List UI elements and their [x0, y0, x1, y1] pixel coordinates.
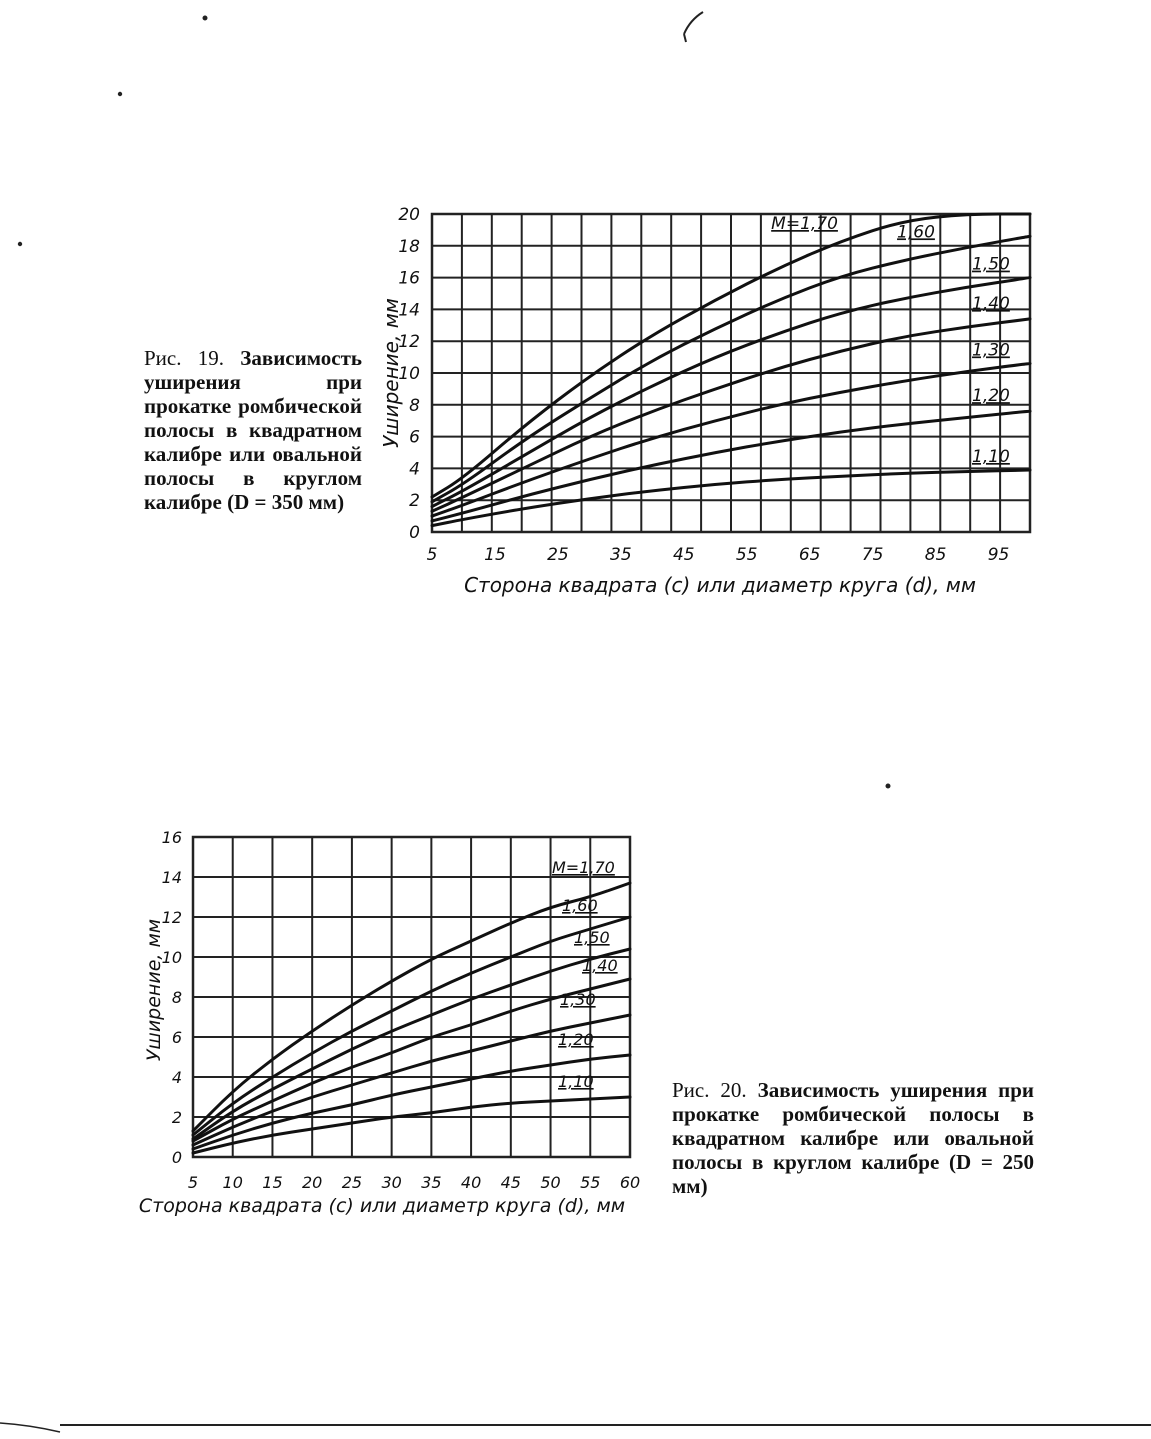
fig20-series-label: 1,10 [558, 1072, 594, 1091]
caption-fig20-number: Рис. 20. [672, 1078, 747, 1102]
fig19-series-label: M=1,70 [771, 214, 838, 235]
fig20-x-tick-label: 25 [341, 1173, 363, 1192]
fig19-x-tick-label: 15 [484, 545, 506, 565]
fig19-y-tick-label: 2 [409, 491, 420, 512]
fig20-x-axis-label: Сторона квадрата (c) или диаметр круга (d), мм [138, 1195, 626, 1217]
caption-fig19-number: Рис. 19. [144, 346, 225, 370]
fig20-x-tick-label: 50 [540, 1173, 561, 1192]
fig19-x-tick-label: 85 [924, 545, 947, 565]
fig19-y-tick-label: 10 [398, 364, 420, 384]
fig20-x-tick-label: 55 [580, 1173, 601, 1192]
caption-fig20 [672, 1078, 1034, 1198]
chart-fig19 [379, 205, 1030, 597]
fig20-y-tick-label: 8 [171, 988, 182, 1007]
fig20-y-tick-label: 6 [171, 1028, 182, 1047]
fig19-y-tick-label: 4 [409, 459, 420, 480]
fig19-series-label: 1,40 [972, 293, 1010, 314]
fig19-x-tick-label: 5 [426, 545, 438, 565]
fig20-series-label: 1,20 [558, 1030, 594, 1049]
fig20-y-tick-label: 0 [171, 1148, 182, 1167]
fig20-x-tick-label: 40 [460, 1173, 482, 1192]
fig19-series-label: 1,60 [897, 222, 935, 243]
fig19-x-tick-label: 75 [861, 545, 884, 565]
fig19-y-tick-label: 0 [409, 523, 420, 543]
fig20-x-tick-label: 15 [262, 1173, 283, 1192]
fig20-series-label: 1,30 [560, 990, 596, 1009]
fig20-y-tick-label: 2 [171, 1108, 182, 1127]
fig19-y-axis-label: Уширение, мм [379, 298, 403, 448]
scan-marks [0, 12, 890, 1432]
fig19-y-tick-label: 16 [398, 268, 420, 289]
fig20-series-label: M=1,70 [552, 858, 615, 877]
fig20-series-label: 1,40 [582, 956, 618, 975]
fig19-x-tick-label: 25 [547, 545, 569, 565]
fig19-y-tick-label: 20 [398, 205, 420, 225]
fig19-y-tick-label: 18 [398, 236, 420, 257]
fig19-series-label: 1,30 [972, 340, 1010, 361]
caption-fig19 [144, 346, 362, 514]
fig20-y-tick-label: 4 [171, 1068, 182, 1087]
chart-fig20 [139, 828, 640, 1217]
fig19-series-label: 1,10 [972, 446, 1010, 467]
fig19-x-tick-label: 45 [672, 545, 695, 565]
fig20-x-tick-label: 5 [187, 1173, 199, 1192]
fig20-y-tick-label: 12 [161, 908, 182, 927]
fig20-series-line [193, 917, 630, 1135]
fig20-series-label: 1,50 [574, 928, 610, 947]
fig20-y-tick-label: 10 [161, 948, 182, 967]
fig20-x-tick-label: 20 [302, 1173, 323, 1192]
fig19-x-tick-label: 55 [735, 545, 758, 565]
fig19-x-axis-label: Сторона квадрата (c) или диаметр круга (d), мм [464, 573, 976, 597]
fig19-y-tick-label: 12 [398, 332, 420, 353]
fig20-y-tick-label: 14 [161, 868, 182, 887]
fig20-x-tick-label: 30 [381, 1173, 402, 1192]
fig20-series-line [193, 1097, 630, 1153]
fig20-x-tick-label: 45 [500, 1173, 521, 1192]
caption-fig19-text: Зависимость уширения при прокатке ромбической полосы в квадратном калибре или овальной полосы в круглом калибре (D = 350 мм) [144, 346, 362, 514]
fig19-x-tick-label: 95 [987, 545, 1010, 565]
fig20-x-tick-label: 60 [619, 1173, 641, 1192]
fig20-y-axis-label: Уширение, мм [143, 918, 165, 1062]
fig19-x-tick-label: 65 [798, 545, 821, 565]
fig19-x-tick-label: 35 [610, 545, 632, 565]
fig20-x-tick-label: 35 [421, 1173, 442, 1192]
fig19-series-label: 1,20 [972, 386, 1010, 407]
fig20-y-tick-label: 16 [161, 828, 182, 847]
caption-fig20-text: Зависимость уширения при прокатке ромбической полосы в квадратном калибре или овальной полосы в круглом калибре (D = 250 мм) [672, 1078, 1035, 1198]
fig19-y-tick-label: 8 [409, 395, 420, 416]
fig19-y-tick-label: 14 [398, 300, 420, 321]
fig19-series-label: 1,50 [972, 254, 1010, 275]
fig20-x-tick-label: 10 [222, 1173, 243, 1192]
fig19-y-tick-label: 6 [409, 427, 420, 448]
fig20-series-label: 1,60 [562, 896, 598, 915]
